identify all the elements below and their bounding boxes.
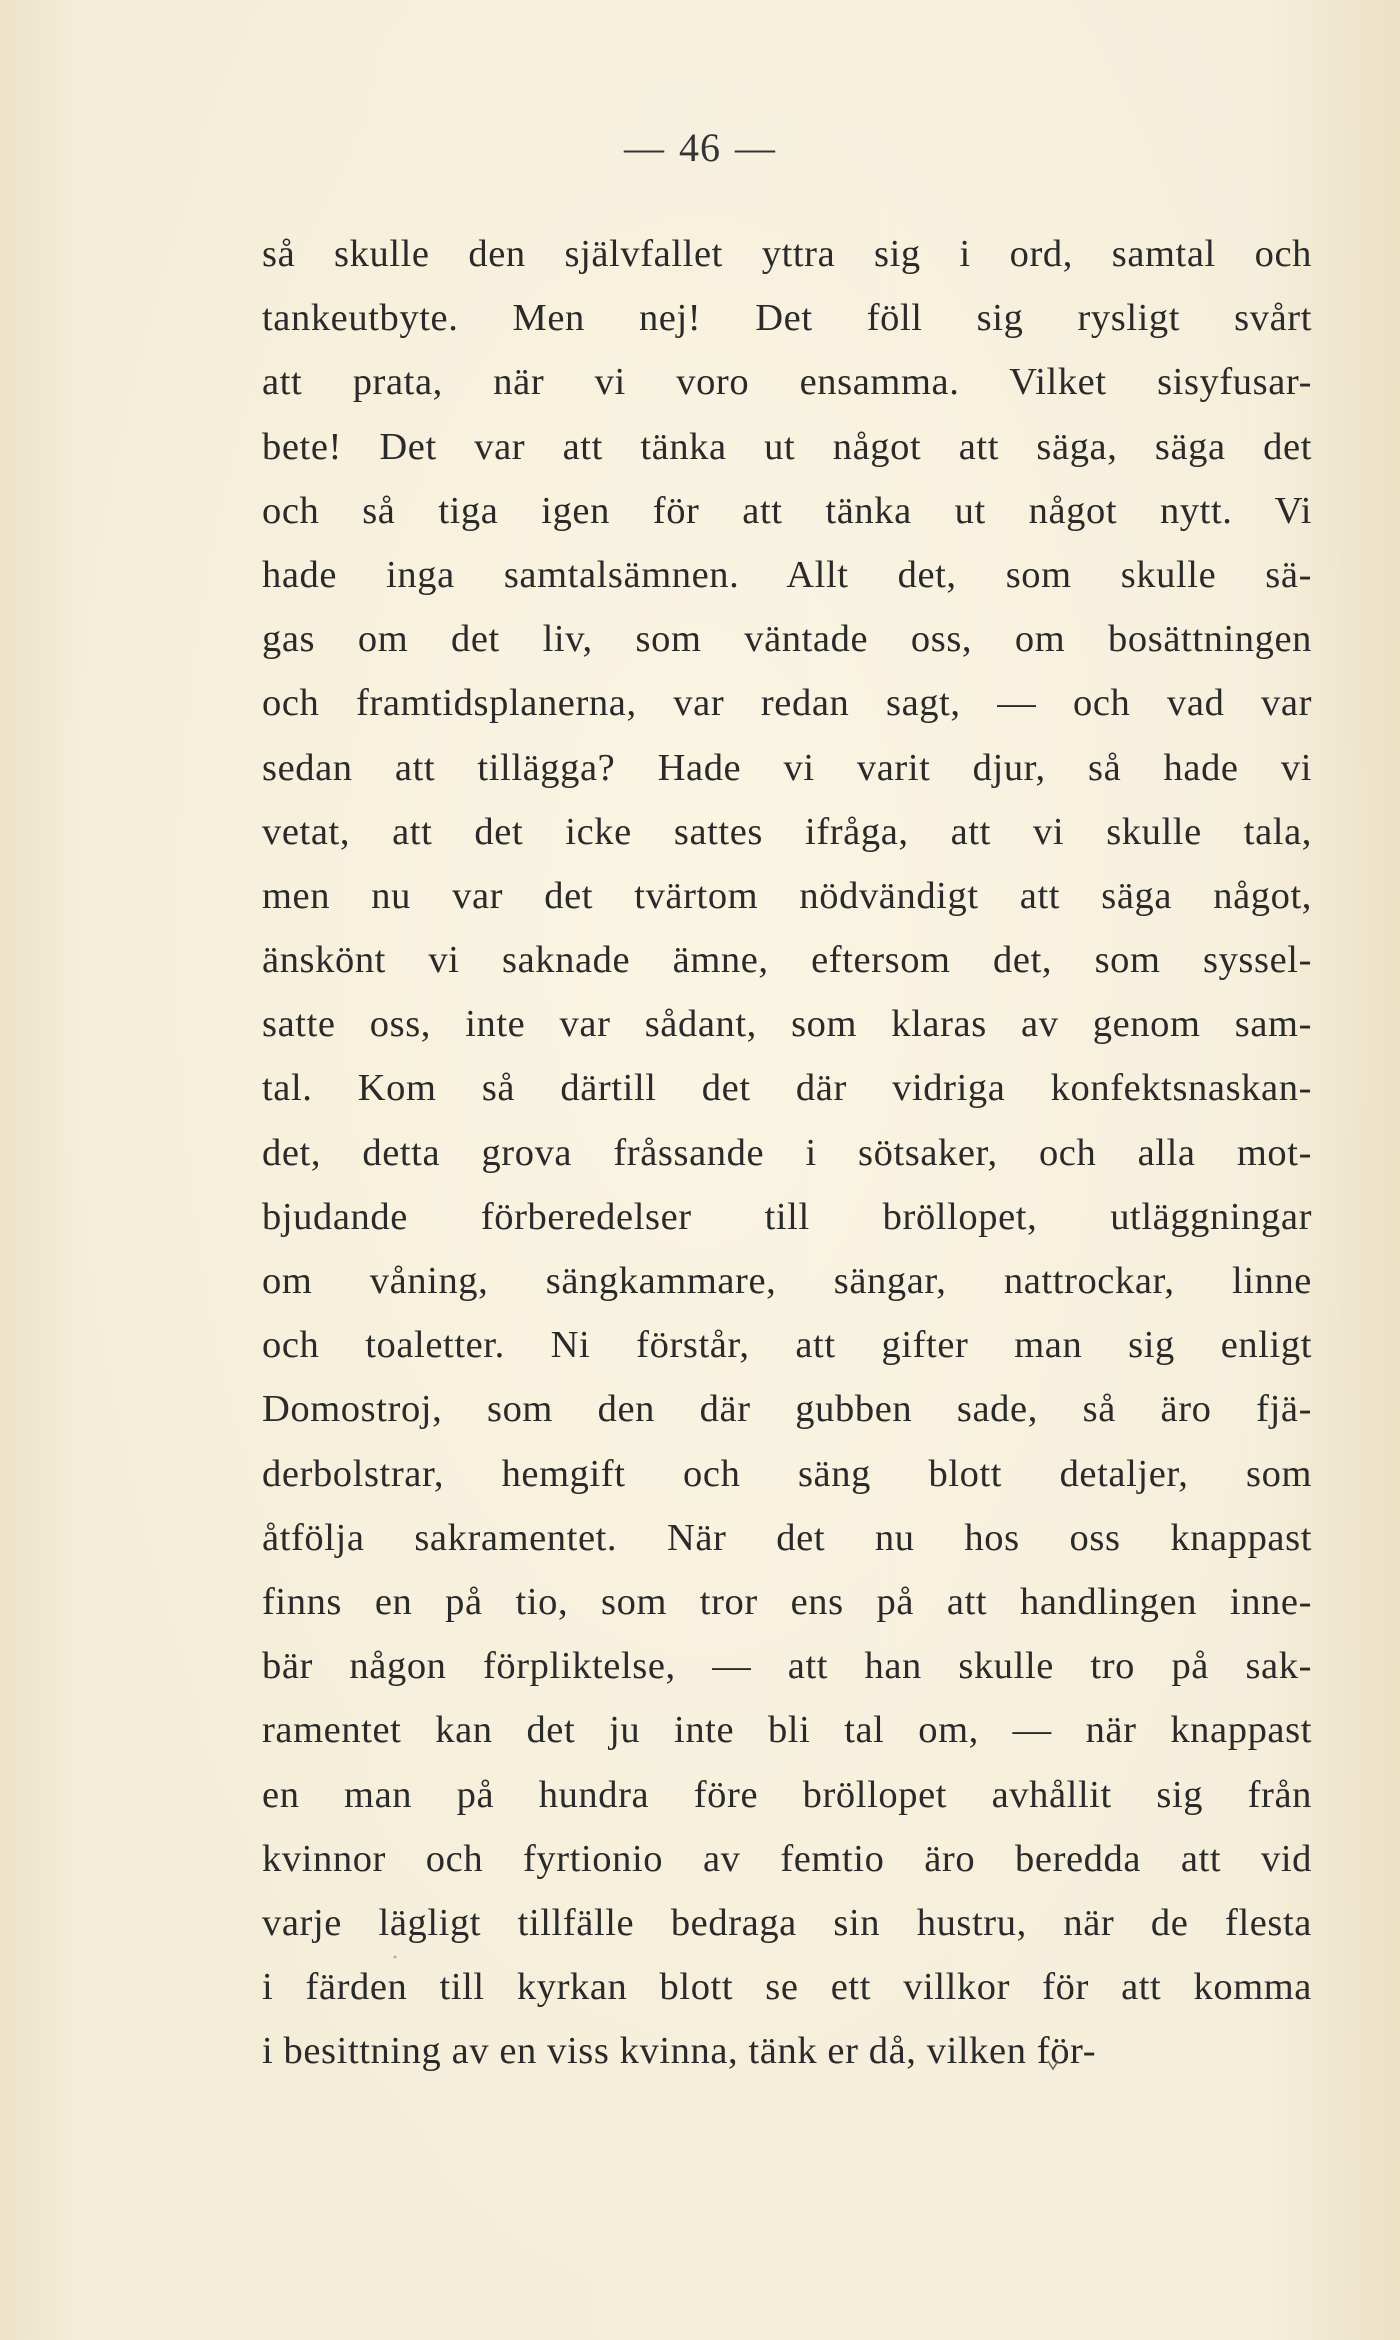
- page-number-header: [0, 124, 1400, 171]
- paper-speck: [1046, 2058, 1060, 2072]
- text-line: finns en på tio, som tror ens på att handlingen inne-: [262, 1580, 1312, 1623]
- text-line: tankeutbyte. Men nej! Det föll sig rysligt svårt: [262, 297, 1312, 340]
- page-number-dash-right: —: [735, 125, 776, 170]
- body-text: [262, 222, 1312, 2083]
- text-line: bete! Det var att tänka ut något att säga, säga det: [262, 425, 1312, 468]
- text-line: hade inga samtalsämnen. Allt det, som skulle sä-: [262, 553, 1312, 596]
- text-line: bjudande förberedelser till bröllopet, utläggningar: [262, 1195, 1312, 1238]
- text-line: att prata, när vi voro ensamma. Vilket sisyfusar-: [262, 361, 1312, 404]
- text-line: så skulle den självfallet yttra sig i ord, samtal och: [262, 233, 1312, 275]
- text-line: och så tiga igen för att tänka ut något nytt. Vi: [262, 489, 1312, 532]
- text-line: sedan att tillägga? Hade vi varit djur, så hade vi: [262, 746, 1312, 789]
- text-line: tal. Kom så därtill det där vidriga konfektsnaskan-: [262, 1067, 1312, 1110]
- text-line: en man på hundra före bröllopet avhållit sig från: [262, 1773, 1312, 1816]
- text-line: ramentet kan det ju inte bli tal om, — när knappast: [262, 1709, 1312, 1752]
- text-line: satte oss, inte var sådant, som klaras av genom sam-: [262, 1003, 1312, 1046]
- page-number: 46: [679, 125, 721, 170]
- text-line: i besittning av en viss kvinna, tänk er då, vilken för-: [262, 2030, 1097, 2073]
- page-number-dash-left: —: [624, 125, 665, 170]
- text-line: vetat, att det icke sattes ifråga, att vi skulle tala,: [262, 810, 1312, 853]
- text-line: men nu var det tvärtom nödvändigt att säga något,: [262, 874, 1312, 917]
- text-line: i färden till kyrkan blott se ett villkor för att komma: [262, 1966, 1312, 2009]
- text-line: och toaletter. Ni förstår, att gifter man sig enligt: [262, 1324, 1312, 1367]
- text-line: det, detta grova fråssande i sötsaker, och alla mot-: [262, 1131, 1312, 1174]
- text-line: åtfölja sakramentet. När det nu hos oss knappast: [262, 1516, 1312, 1559]
- text-line: Domostroj, som den där gubben sade, så äro fjä-: [262, 1388, 1312, 1431]
- text-line: gas om det liv, som väntade oss, om bosättningen: [262, 618, 1312, 661]
- text-line: änskönt vi saknade ämne, eftersom det, som syssel-: [262, 939, 1312, 982]
- text-line: derbolstrar, hemgift och säng blott detaljer, som: [262, 1452, 1312, 1495]
- text-line: om våning, sängkammare, sängar, nattrockar, linne: [262, 1260, 1312, 1302]
- text-line: och framtidsplanerna, var redan sagt, — och vad var: [262, 682, 1312, 725]
- text-line: kvinnor och fyrtionio av femtio äro beredda att vid: [262, 1837, 1312, 1880]
- paper-speck: [392, 1954, 398, 1960]
- text-line: bär någon förpliktelse, — att han skulle tro på sak-: [262, 1645, 1312, 1688]
- text-line: varje lägligt tillfälle bedraga sin hustru, när de flesta: [262, 1901, 1312, 1944]
